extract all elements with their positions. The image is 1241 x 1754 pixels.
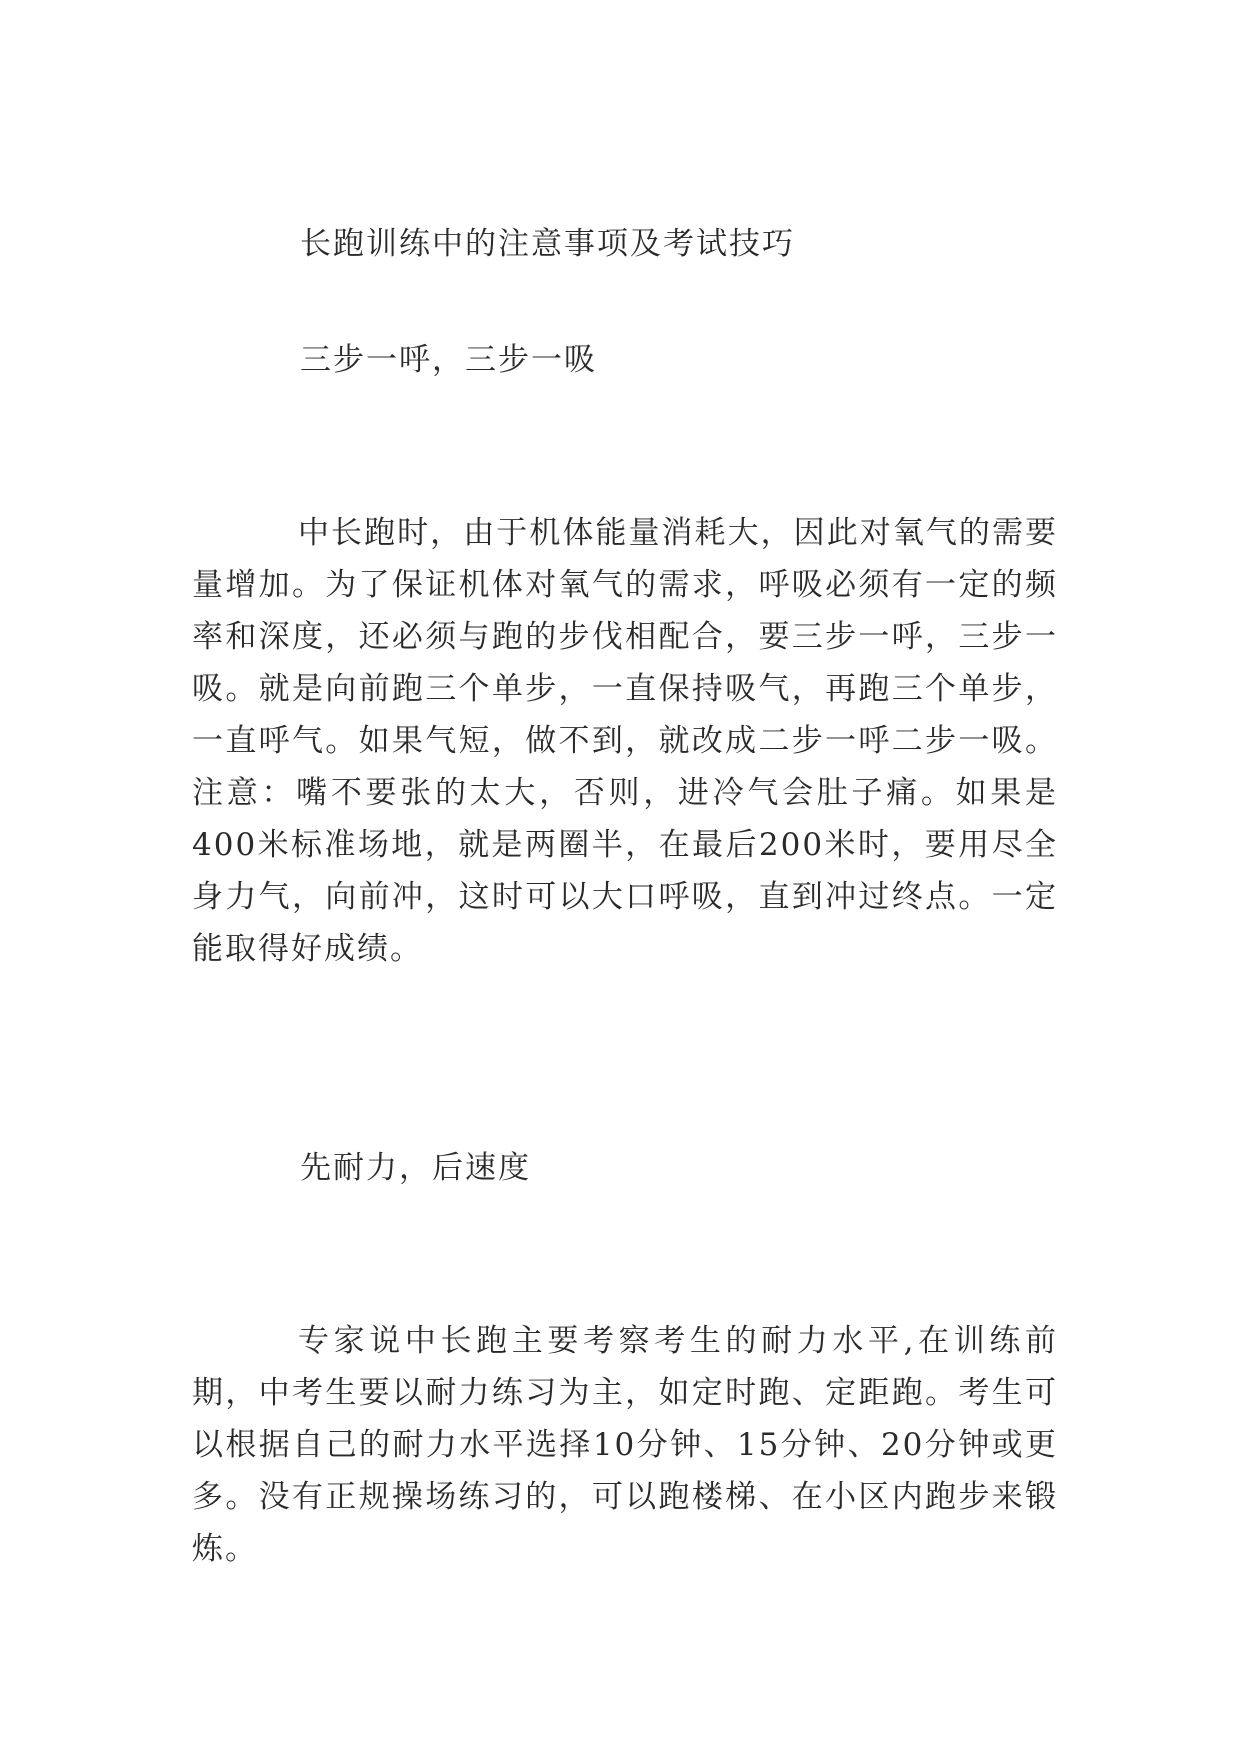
document-title: 长跑训练中的注意事项及考试技巧 — [300, 226, 795, 262]
body-paragraph-endurance: 专家说中长跑主要考察考生的耐力水平,在训练前期，中考生要以耐力练习为主，如定时跑、定距跑。考生可以根据自己的耐力水平选择10分钟、15分钟、20分钟或更多。没有正规操场练习的，可以跑楼梯、在小区内跑步来锻炼。 — [192, 1323, 1058, 1567]
section-heading-endurance: 先耐力，后速度 — [300, 1150, 531, 1186]
body-paragraph-breathing: 中长跑时，由于机体能量消耗大，因此对氧气的需要量增加。为了保证机体对氧气的需求，呼吸必须有一定的频率和深度，还必须与跑的步伐相配合，要三步一呼，三步一吸。就是向前跑三个单步，一直保持吸气，再跑三个单步，一直呼气。如果气短，做不到，就改成二步一呼二步一吸。注意：嘴不要张的太大，否则，进冷气会肚子痛。如果是400米标准场地，就是两圈半，在最后200米时，要用尽全身力气，向前冲，这时可以大口呼吸，直到冲过终点。一定能取得好成绩。 — [192, 515, 1058, 967]
section-heading-breathing: 三步一呼，三步一吸 — [300, 342, 597, 378]
